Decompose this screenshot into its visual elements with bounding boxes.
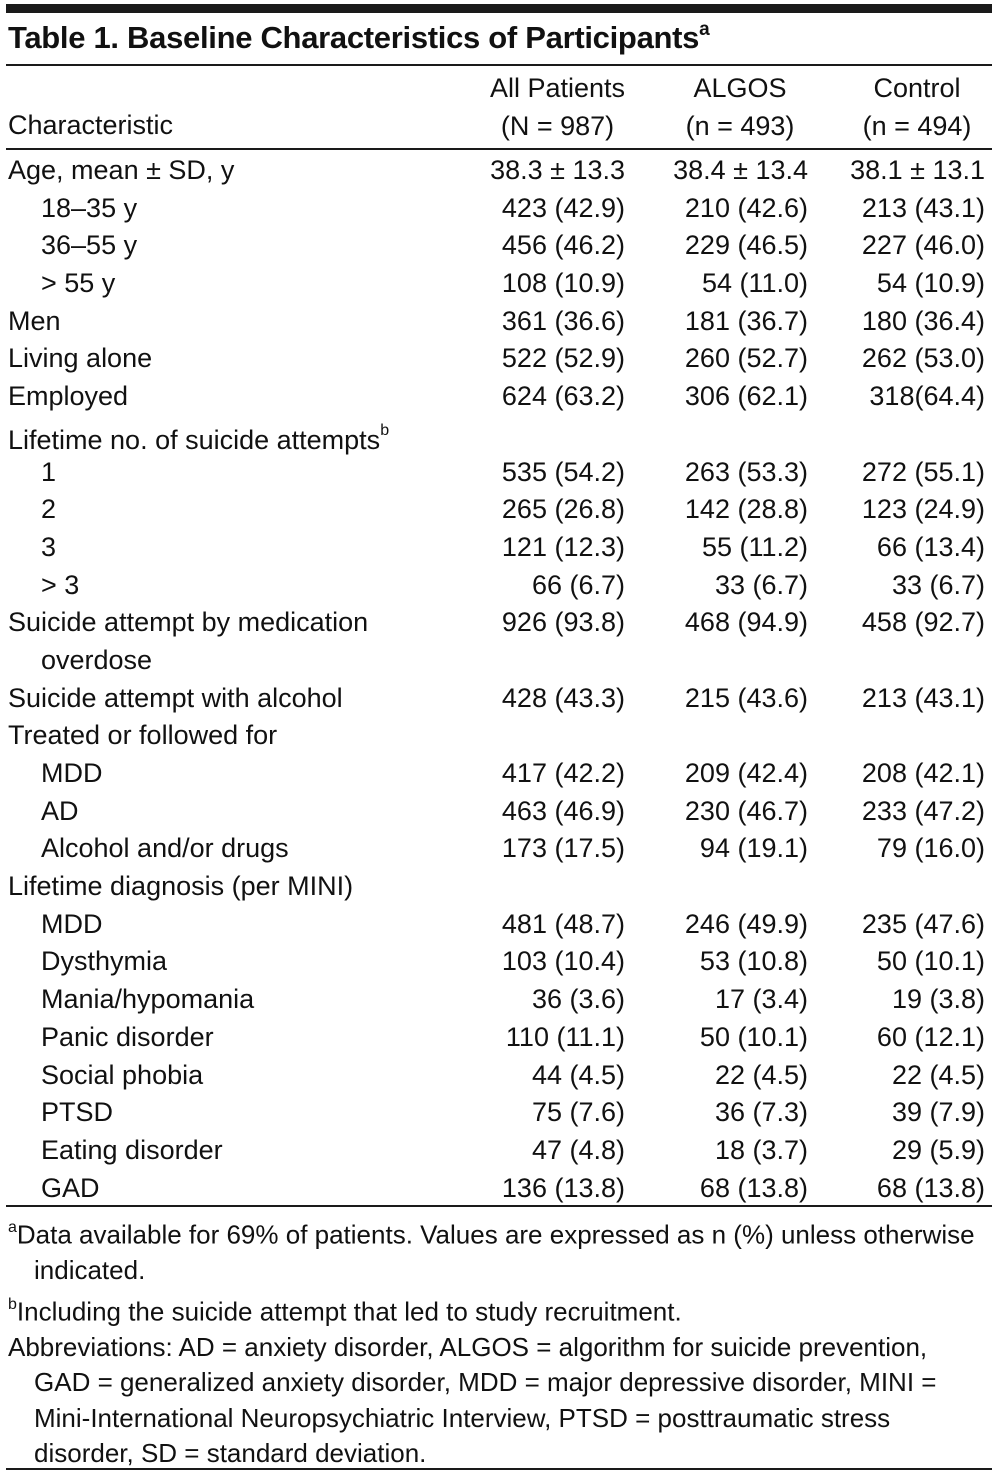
table-row <box>0 416 998 454</box>
cell-all-patients: 522 (52.9) <box>501 343 625 374</box>
table-row <box>0 868 998 906</box>
row-label-text: Suicide attempt by medication <box>8 607 369 638</box>
cell-algos: 210 (42.6) <box>684 192 808 223</box>
cell-all-patients: 535 (54.2) <box>501 456 625 487</box>
cell-all-patients: 108 (10.9) <box>501 268 625 299</box>
header-algos-name: ALGOS <box>693 73 787 103</box>
row-label <box>41 981 254 1019</box>
table-row <box>0 340 998 378</box>
table-row <box>0 943 998 981</box>
header-characteristic: Characteristic <box>8 110 174 140</box>
row-label <box>41 190 137 228</box>
header-control-n: (n = 494) <box>862 111 972 141</box>
table-row <box>0 906 998 944</box>
row-label <box>41 906 103 944</box>
header-rule <box>6 148 992 150</box>
footnote-text: Including the suicide attempt that led to study recruitment. <box>16 1296 682 1327</box>
row-label <box>41 491 56 529</box>
cell-algos: 94 (19.1) <box>699 833 808 864</box>
cell-control: 33 (6.7) <box>891 569 985 600</box>
row-label-continuation: overdose <box>41 644 153 675</box>
table-row <box>0 1094 998 1132</box>
footnote-abbreviations <box>8 1330 988 1472</box>
row-label <box>8 152 234 190</box>
cell-algos: 181 (36.7) <box>684 305 808 336</box>
row-label <box>41 1094 113 1132</box>
footnote-mark: b <box>8 1295 17 1313</box>
cell-algos: 33 (6.7) <box>714 569 808 600</box>
cell-algos: 54 (11.0) <box>701 268 808 299</box>
cell-control: 39 (7.9) <box>891 1097 985 1128</box>
row-label <box>41 755 103 793</box>
cell-control: 235 (47.6) <box>861 908 985 939</box>
header-control-name: Control <box>873 73 961 103</box>
header-algos <box>655 69 825 145</box>
row-label <box>8 604 368 679</box>
row-label <box>41 529 56 567</box>
row-label <box>8 303 61 341</box>
table-row <box>0 567 998 605</box>
table-row <box>0 378 998 416</box>
cell-all-patients: 103 (10.4) <box>501 946 625 977</box>
cell-algos: 260 (52.7) <box>684 343 808 374</box>
header-all-patients-n: (N = 987) <box>500 111 615 141</box>
header-all-patients <box>470 69 645 145</box>
cell-all-patients: 44 (4.5) <box>531 1059 625 1090</box>
row-label-text: Mania/hypomania <box>41 984 255 1015</box>
row-label <box>41 1132 223 1170</box>
row-label <box>8 340 152 378</box>
cell-algos: 230 (46.7) <box>684 795 808 826</box>
cell-all-patients: 136 (13.8) <box>501 1172 625 1203</box>
cell-all-patients: 265 (26.8) <box>501 494 625 525</box>
row-label-text: Living alone <box>8 343 153 374</box>
header-algos-n: (n = 493) <box>685 111 795 141</box>
cell-control: 213 (43.1) <box>861 192 985 223</box>
row-label-text: 3 <box>41 531 57 562</box>
table-title: Table 1. Baseline Characteristics of Participants$^a$ <box>8 18 710 55</box>
row-label-text: Lifetime diagnosis (per MINI) <box>8 871 354 902</box>
table-row <box>0 1132 998 1170</box>
footnotes <box>8 1212 988 1472</box>
cell-control: 272 (55.1) <box>861 456 985 487</box>
cell-control: 68 (13.8) <box>876 1172 985 1203</box>
table-row <box>0 830 998 868</box>
cell-all-patients: 456 (46.2) <box>501 230 625 261</box>
table-row <box>0 981 998 1019</box>
row-label-text: Men <box>8 305 61 336</box>
table-row <box>0 717 998 755</box>
header-all-patients-name: All Patients <box>489 73 626 103</box>
row-label-text: 18–35 y <box>41 192 138 223</box>
cell-control: 233 (47.2) <box>861 795 985 826</box>
row-label <box>41 567 79 605</box>
row-label <box>41 1057 203 1095</box>
row-label-text: 36–55 y <box>41 230 138 261</box>
cell-control: 180 (36.4) <box>861 305 985 336</box>
table-row <box>0 529 998 567</box>
footnote-mark: a <box>8 1219 17 1236</box>
row-label-text: 1 <box>41 456 57 487</box>
row-label-text: Alcohol and/or drugs <box>41 833 289 864</box>
cell-all-patients: 173 (17.5) <box>501 833 625 864</box>
cell-control: 29 (5.9) <box>891 1134 985 1165</box>
cell-all-patients: 110 (11.1) <box>505 1021 625 1052</box>
cell-algos: 17 (3.4) <box>714 984 808 1015</box>
row-label-text: MDD <box>41 908 103 939</box>
cell-control: 123 (24.9) <box>861 494 985 525</box>
footnote-b <box>8 1289 988 1330</box>
cell-algos: 18 (3.7) <box>714 1134 808 1165</box>
table-row <box>0 265 998 303</box>
cell-algos: 306 (62.1) <box>684 381 808 412</box>
row-label-text: MDD <box>41 758 103 789</box>
bottom-table-rule <box>6 1205 992 1207</box>
footnote-text: Data available for 69% of patients. Values are expressed as n (%) unless otherwise indicated. <box>16 1219 975 1286</box>
cell-all-patients: 428 (43.3) <box>501 682 625 713</box>
footnote-text: Abbreviations: AD = anxiety disorder, ALGOS = algorithm for suicide prevention, GAD = generalized anxiety disorder, MDD = major depressive disorder, MINI = Mini-International Neuropsychiatric Interview, PTSD = posttraumatic stress disorder, SD = standard deviation. <box>8 1331 937 1469</box>
cell-all-patients: 624 (63.2) <box>501 381 625 412</box>
cell-control: 208 (42.1) <box>861 758 985 789</box>
table-row <box>0 1019 998 1057</box>
cell-control: 262 (53.0) <box>861 343 985 374</box>
cell-all-patients: 121 (12.3) <box>501 531 625 562</box>
row-label-text: Lifetime no. of suicide attempts <box>8 424 381 455</box>
cell-control: 213 (43.1) <box>861 682 985 713</box>
cell-control: 79 (16.0) <box>876 833 985 864</box>
cell-control: 458 (92.7) <box>861 607 985 638</box>
cell-control: 60 (12.1) <box>876 1021 985 1052</box>
cell-algos: 263 (53.3) <box>684 456 808 487</box>
row-label <box>8 717 277 755</box>
cell-all-patients: 47 (4.8) <box>531 1134 625 1165</box>
row-label <box>8 868 353 906</box>
row-label-text: Dysthymia <box>41 946 168 977</box>
row-label <box>41 943 167 981</box>
cell-algos: 36 (7.3) <box>714 1097 808 1128</box>
row-label-text: PTSD <box>41 1097 114 1128</box>
row-label <box>41 227 137 265</box>
row-label-text: GAD <box>41 1172 100 1203</box>
cell-all-patients: 423 (42.9) <box>501 192 625 223</box>
table-row <box>0 227 998 265</box>
cell-all-patients: 417 (42.2) <box>501 758 625 789</box>
table-row <box>0 604 998 679</box>
cell-all-patients: 361 (36.6) <box>501 305 625 336</box>
cell-control: 66 (13.4) <box>876 531 985 562</box>
table-body <box>0 152 998 1207</box>
row-label-text: Social phobia <box>41 1059 204 1090</box>
row-label <box>41 454 56 492</box>
cell-control: 22 (4.5) <box>891 1059 985 1090</box>
title-rule <box>6 64 992 66</box>
cell-control: 318(64.4) <box>869 381 985 412</box>
cell-algos: 38.4 ± 13.4 <box>673 155 808 185</box>
row-label-text: Employed <box>8 381 129 412</box>
row-label <box>8 378 128 416</box>
cell-all-patients: 481 (48.7) <box>501 908 625 939</box>
bottom-rule <box>6 1468 992 1470</box>
top-rule <box>6 4 992 13</box>
row-label-text: Age, mean ± SD, y <box>8 155 235 185</box>
cell-control: 19 (3.8) <box>891 984 985 1015</box>
table-row <box>0 190 998 228</box>
cell-all-patients: 66 (6.7) <box>531 569 625 600</box>
row-label <box>41 793 79 831</box>
cell-all-patients: 38.3 ± 13.3 <box>490 155 625 185</box>
cell-algos: 68 (13.8) <box>699 1172 808 1203</box>
cell-all-patients: 926 (93.8) <box>501 607 625 638</box>
row-label-text: Panic disorder <box>41 1021 214 1052</box>
table-row <box>0 755 998 793</box>
cell-algos: 50 (10.1) <box>699 1021 808 1052</box>
row-label <box>41 1019 214 1057</box>
cell-algos: 229 (46.5) <box>684 230 808 261</box>
row-label-text: Suicide attempt with alcohol <box>8 682 343 713</box>
cell-all-patients: 36 (3.6) <box>531 984 625 1015</box>
cell-control: 50 (10.1) <box>876 946 985 977</box>
table-row <box>0 454 998 492</box>
footnote-a <box>8 1212 988 1289</box>
table-row <box>0 152 998 190</box>
cell-all-patients: 75 (7.6) <box>531 1097 625 1128</box>
row-label-text: > 3 <box>41 569 80 600</box>
cell-algos: 468 (94.9) <box>684 607 808 638</box>
cell-all-patients: 463 (46.9) <box>501 795 625 826</box>
cell-control: 227 (46.0) <box>861 230 985 261</box>
row-label <box>41 265 115 303</box>
cell-algos: 22 (4.5) <box>714 1059 808 1090</box>
cell-algos: 215 (43.6) <box>684 682 808 713</box>
row-footnote-mark: b <box>380 421 390 439</box>
table-row <box>0 793 998 831</box>
table-row <box>0 1057 998 1095</box>
cell-algos: 246 (49.9) <box>684 908 808 939</box>
row-label-text: 2 <box>41 494 57 525</box>
cell-algos: 55 (11.2) <box>701 531 808 562</box>
row-label <box>41 830 289 868</box>
row-label-text: Eating disorder <box>41 1134 223 1165</box>
header-control <box>832 69 998 145</box>
table-row <box>0 303 998 341</box>
cell-control: 54 (10.9) <box>876 268 985 299</box>
cell-algos: 142 (28.8) <box>684 494 808 525</box>
table-row <box>0 491 998 529</box>
row-label-text: Treated or followed for <box>8 720 278 751</box>
cell-algos: 53 (10.8) <box>699 946 808 977</box>
table-row <box>0 1170 998 1208</box>
cell-algos: 209 (42.4) <box>684 758 808 789</box>
table-row <box>0 680 998 718</box>
row-label-text: AD <box>41 795 79 826</box>
title-footnote-mark: a <box>699 18 710 40</box>
row-label <box>8 680 343 718</box>
row-label-text: > 55 y <box>41 268 116 299</box>
row-label <box>41 1170 100 1208</box>
cell-control: 38.1 ± 13.1 <box>850 155 985 185</box>
